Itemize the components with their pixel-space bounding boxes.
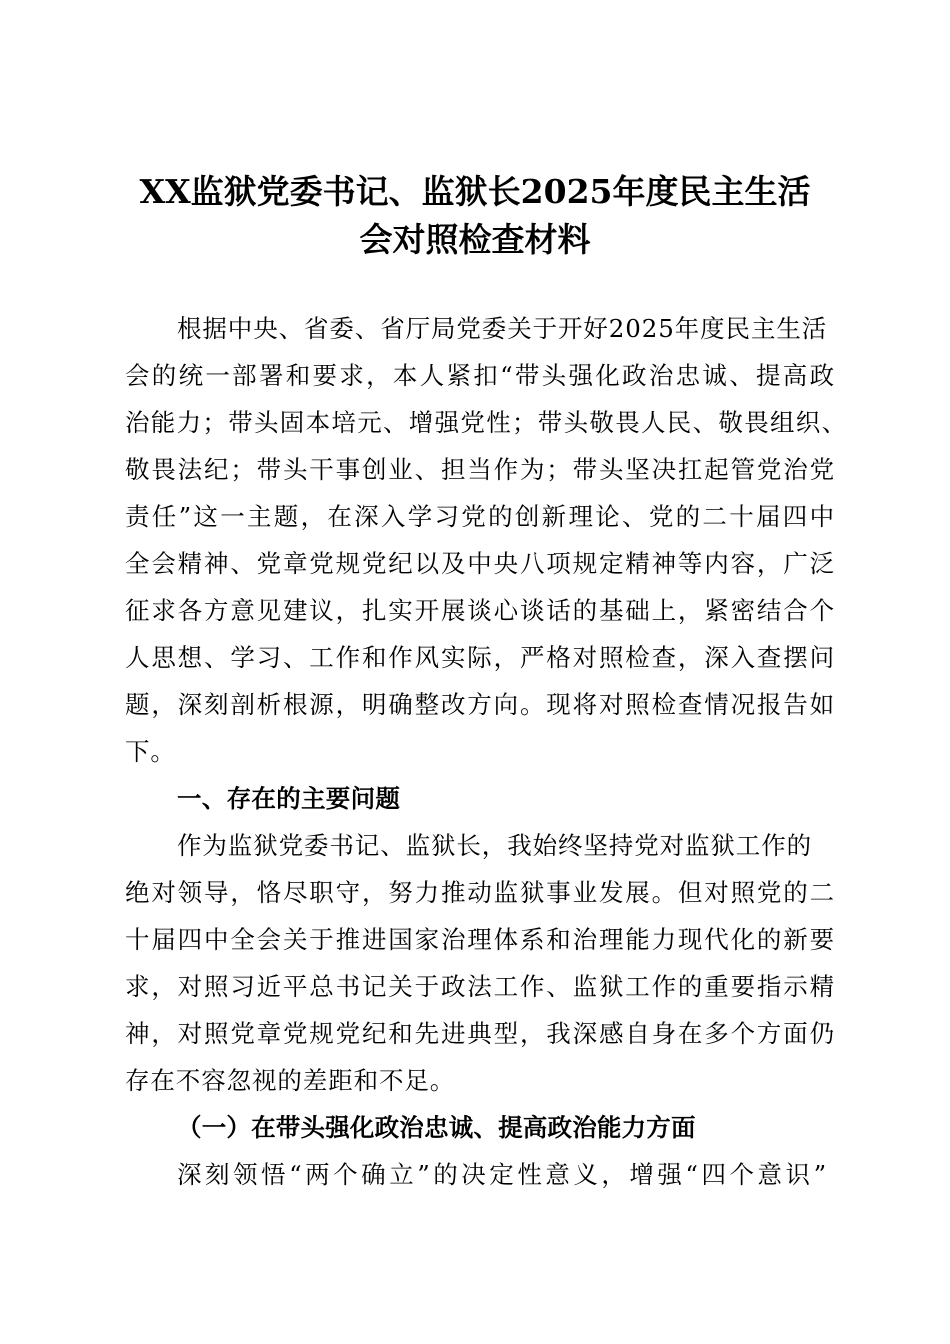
intro-line-6: 全会精神、党章党规党纪以及中央八项规定精神等内容，广泛 [125, 549, 835, 578]
section1-line-3: 十届四中全会关于推进国家治理体系和治理能力现代化的新要 [125, 925, 835, 954]
intro-line-4: 敬畏法纪；带头干事创业、担当作为；带头坚决扛起管党治党 [125, 455, 835, 484]
section-heading-main-problems: 一、存在的主要问题 [177, 784, 401, 813]
document-title-line-2: 会对照检查材料 [359, 220, 591, 259]
intro-line-8: 人思想、学习、工作和作风实际，严格对照检查，深入查摆问 [125, 643, 835, 672]
subsection1-line-1: 深刻领悟“两个确立”的决定性意义，增强“四个意识” [177, 1160, 827, 1189]
intro-line-1: 根据中央、省委、省厅局党委关于开好2025年度民主生活 [177, 314, 828, 343]
intro-line-9: 题，深刻剖析根源，明确整改方向。现将对照检查情况报告如 [125, 690, 835, 719]
section1-line-6: 存在不容忽视的差距和不足。 [125, 1066, 456, 1095]
document-title-line-1: XX监狱党委书记、监狱长2025年度民主生活 [139, 172, 811, 211]
section1-line-4: 求，对照习近平总书记关于政法工作、监狱工作的重要指示精 [125, 972, 835, 1001]
section1-line-2: 绝对领导，恪尽职守，努力推动监狱事业发展。但对照党的二 [125, 878, 835, 907]
intro-line-5: 责任”这一主题，在深入学习党的创新理论、党的二十届四中 [125, 502, 835, 531]
intro-line-7: 征求各方意见建议，扎实开展谈心谈话的基础上，紧密结合个 [125, 596, 835, 625]
subsection-heading-political-loyalty: （一）在带头强化政治忠诚、提高政治能力方面 [177, 1113, 696, 1142]
intro-line-3: 治能力；带头固本培元、增强党性；带头敬畏人民、敬畏组织、 [125, 408, 847, 437]
section1-line-1: 作为监狱党委书记、监狱长，我始终坚持党对监狱工作的 [177, 831, 812, 860]
intro-line-10: 下。 [125, 737, 176, 766]
intro-line-2: 会的统一部署和要求，本人紧扣“带头强化政治忠诚、提高政 [125, 361, 835, 390]
section1-line-5: 神，对照党章党规党纪和先进典型，我深感自身在多个方面仍 [125, 1019, 835, 1048]
